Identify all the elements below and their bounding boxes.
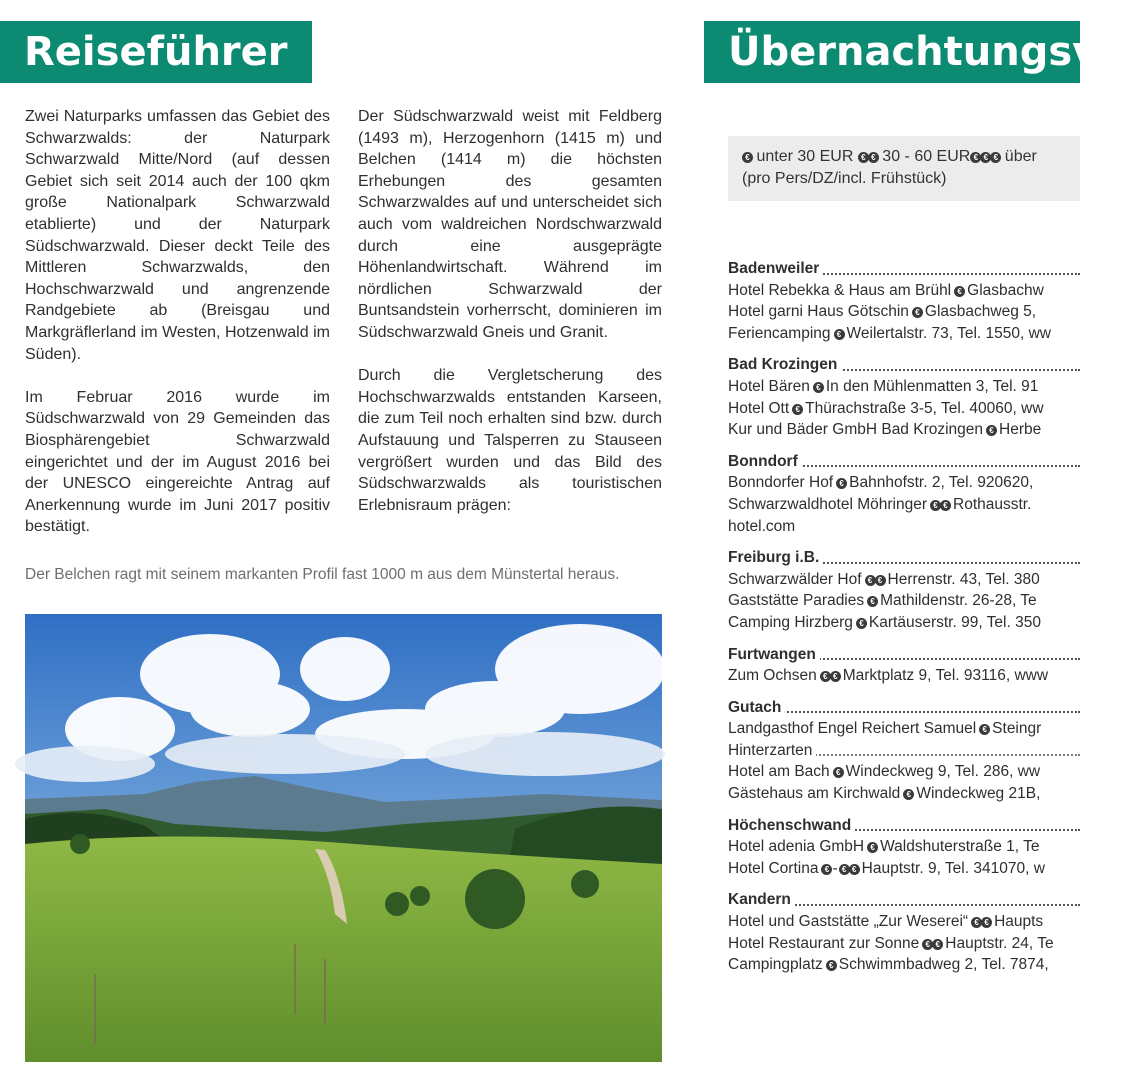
price-rating — [826, 954, 836, 976]
listing-details: Mathildenstr. 26-28, Te — [880, 592, 1037, 610]
town-block — [728, 697, 1080, 805]
listing-entry — [728, 569, 1080, 591]
listing-name: Bonndorfer Hof — [728, 474, 834, 492]
town-heading — [728, 889, 1080, 911]
town-name: Kandern — [728, 891, 795, 908]
euro-coin-icon: € — [839, 864, 850, 875]
listing-name: Hotel Restaurant zur Sonne — [728, 934, 920, 952]
price-rating — [813, 376, 823, 398]
listing-details: Rothausstr. — [953, 495, 1032, 513]
euro-coin-icon: € — [826, 960, 837, 971]
listing-entry — [728, 718, 1080, 740]
section-header-reisefuehrer: Reiseführer — [0, 21, 312, 83]
listing-entry — [728, 933, 1080, 955]
euro-coin-icon: € — [836, 478, 847, 489]
listing-name: Gaststätte Paradies — [728, 592, 865, 610]
town-name: Höchenschwand — [728, 817, 855, 834]
euro-coin-icon: € — [856, 618, 867, 629]
price-rating — [792, 398, 802, 420]
euro-coin-icon: € — [970, 152, 981, 163]
price-rating — [867, 590, 877, 612]
listing-name: Hotel Cortina — [728, 859, 819, 877]
price-rating — [971, 911, 991, 933]
section-header-uebernachtung: Übernachtungsve — [704, 21, 1080, 83]
listing-entry — [728, 376, 1080, 398]
town-heading — [728, 697, 1080, 719]
euro-coin-icon: € — [981, 917, 992, 928]
euro-coin-icon: € — [922, 939, 933, 950]
euro-coin-icon: € — [868, 152, 879, 163]
listing-details: Herrenstr. 43, Tel. 380 — [887, 570, 1040, 588]
landscape-photo — [25, 614, 662, 1062]
listing-name: Landgasthof Engel Reichert Samuel — [728, 720, 977, 738]
listing-name: Gästehaus am Kirchwald — [728, 785, 901, 803]
price-rating — [865, 569, 885, 591]
listing-entry — [728, 761, 1080, 783]
listing-entry — [728, 783, 1080, 805]
price-rating — [820, 665, 840, 687]
listing-entry — [728, 836, 1080, 858]
listing-name: Hotel garni Haus Götschin — [728, 303, 909, 321]
price-rating — [867, 836, 877, 858]
listing-entry — [728, 419, 1080, 441]
town-name: Badenweiler — [728, 260, 823, 277]
listing-entry — [728, 398, 1080, 420]
listing-name: Campingplatz — [728, 956, 823, 974]
euro-coin-icon: € — [867, 842, 878, 853]
listing-details: Herbe — [999, 421, 1042, 439]
listing-entry — [728, 911, 1080, 933]
price-rating — [834, 323, 844, 345]
price-rating — [986, 419, 996, 441]
price-rating — [856, 612, 866, 634]
town-name: Hinterzarten — [728, 742, 816, 759]
town-block — [728, 258, 1080, 344]
euro-coin-icon: € — [833, 767, 844, 778]
euro-coin-icon: € — [849, 864, 860, 875]
town-heading — [728, 644, 1080, 666]
euro-coin-icon: € — [830, 671, 841, 682]
legend-note: (pro Pers/DZ/incl. Frühstück) — [742, 170, 947, 187]
town-name: Bonndorf — [728, 453, 802, 470]
listing-details: Weilertalstr. 73, Tel. 1550, ww — [846, 324, 1051, 342]
euro-coin-icon: € — [990, 152, 1001, 163]
town-block — [728, 547, 1080, 633]
accommodation-listings — [728, 258, 1080, 986]
listing-details: Windeckweg 9, Tel. 286, ww — [845, 763, 1041, 781]
listing-name: Hotel Bären — [728, 377, 810, 395]
town-name: Furtwangen — [728, 646, 820, 663]
euro-coin-icon: € — [742, 152, 753, 163]
legend-tier-2: 30 - 60 EUR — [882, 148, 971, 165]
listing-entry — [728, 858, 1080, 880]
town-name: Gutach — [728, 699, 785, 716]
listing-name: Hotel Rebekka & Haus am Brühl — [728, 281, 952, 299]
photo-caption: Der Belchen ragt mit seinem markanten Profil fast 1000 m aus dem Münstertal heraus. — [25, 566, 620, 583]
town-block — [728, 815, 1080, 880]
euro-coin-icon: € — [940, 500, 951, 511]
listing-name: Schwarzwälder Hof — [728, 570, 862, 588]
listing-entry — [728, 954, 1080, 976]
price-rating — [836, 472, 846, 494]
legend-line-1 — [742, 146, 1080, 168]
euro-coin-icon: € — [980, 152, 991, 163]
euro-coin-icon: € — [858, 152, 869, 163]
euro-coin-icon: € — [903, 789, 914, 800]
euro-coin-icon: € — [986, 425, 997, 436]
listing-details: Glasbachw — [967, 281, 1044, 299]
town-heading — [728, 451, 1080, 473]
listing-entry — [728, 323, 1080, 345]
listing-details: Glasbachweg 5, — [924, 303, 1037, 321]
price-rating — [954, 280, 964, 302]
listing-details: In den Mühlenmatten 3, Tel. 91 — [825, 377, 1039, 395]
euro-coin-icon: € — [971, 917, 982, 928]
listing-details: Marktplatz 9, Tel. 93116, www — [842, 667, 1049, 685]
listing-entry — [728, 516, 1080, 538]
price-rating — [930, 494, 950, 516]
listing-details: Steingr — [992, 720, 1042, 738]
price-rating — [979, 718, 989, 740]
town-block — [728, 451, 1080, 537]
euro-coin-icon: € — [813, 382, 824, 393]
listing-name: Hotel adenia GmbH — [728, 838, 865, 856]
price-rating — [833, 761, 843, 783]
paragraph: Im Februar 2016 wurde im Südschwarzwald von 29 Gemeinden das Biosphärengebiet Schwarzwald eingerichtet und der im August 2016 bei der UNESCO eingereichte Antrag auf Anerkennung wurde im Juni 2017 positiv bestätigt. — [25, 388, 330, 536]
euro-coin-icon: € — [954, 286, 965, 297]
euro-coin-icon: € — [930, 500, 941, 511]
euro-coin-icon: € — [932, 939, 943, 950]
town-name: Freiburg i.B. — [728, 549, 823, 566]
listing-entry — [728, 301, 1080, 323]
euro-coin-icon: € — [867, 596, 878, 607]
listing-details: Hauptstr. 9, Tel. 341070, w — [861, 859, 1045, 877]
listing-entry — [728, 280, 1080, 302]
listing-entry — [728, 612, 1080, 634]
town-name: Bad Krozingen — [728, 356, 841, 373]
paragraph: Zwei Naturparks umfassen das Gebiet des Schwarzwalds: der Naturpark Schwarzwald Mitte/Nord (auf dessen Gebiet sich seit 2014 auch der 100 qkm große Nationalpark Schwarzwald etablierte) und der Naturpark Südschwarzwald. Dieser deckt Teile des Mittleren Schwarzwalds, den Hochschwarzwald und angrenzende Randgebiete ab (Breisgau und Markgräflerland im Westen, Hotzenwald im Süden). — [25, 108, 330, 363]
listing-entry — [728, 472, 1080, 494]
listing-name: Hotel und Gaststätte „Zur Weserei“ — [728, 913, 969, 931]
listing-name: Schwarzwaldhotel Möhringer — [728, 495, 928, 513]
listing-details: Haupts — [994, 913, 1044, 931]
listing-name: Camping Hirzberg — [728, 613, 853, 631]
listing-entry — [728, 665, 1080, 687]
article-column-left — [25, 106, 330, 559]
town-block — [728, 354, 1080, 440]
listing-name: Kur und Bäder GmbH Bad Krozingen — [728, 421, 984, 439]
listing-entry — [728, 494, 1080, 516]
listing-details: Waldshuterstraße 1, Te — [880, 838, 1040, 856]
listing-details: Kartäuserstr. 99, Tel. 350 — [868, 613, 1041, 631]
price-rating — [912, 301, 922, 323]
euro-coin-icon: € — [979, 724, 990, 735]
listing-name: Zum Ochsen — [728, 667, 817, 685]
legend-tier-3: über — [1004, 148, 1037, 165]
euro-coin-icon: € — [912, 307, 923, 318]
paragraph: Der Südschwarzwald weist mit Feldberg (1493 m), Herzogenhorn (1415 m) und Belchen (1414 m) die höchsten Erhebungen des gesamten Schwarzwaldes auf und unterscheidet sich auch vom waldreichen Nordschwarzwald durch eine ausgeprägte Höhenlandwirtschaft. Während im nördlichen Schwarzwald der Buntsandstein vorherrscht, dominieren im Südschwarzwald Gneis und Granit. — [358, 108, 662, 341]
euro-coin-icon: € — [821, 864, 832, 875]
listing-details: Hauptstr. 24, Te — [945, 934, 1054, 952]
euro-coin-icon: € — [792, 404, 803, 415]
listing-details: Bahnhofstr. 2, Tel. 920620, — [849, 474, 1034, 492]
euro-coin-icon: € — [875, 575, 886, 586]
euro-coin-icon: € — [865, 575, 876, 586]
price-legend — [728, 136, 1080, 201]
listing-name: Feriencamping — [728, 324, 831, 342]
listing-details: Windeckweg 21B, — [916, 785, 1041, 803]
article-column-middle — [358, 106, 662, 538]
town-heading — [728, 258, 1080, 280]
listing-name: Hotel am Bach — [728, 763, 830, 781]
paragraph: Durch die Vergletscherung des Hochschwarzwalds entstanden Karseen, die zum Teil noch erhalten sind bzw. durch Aufstauung und Talsperren zu Stauseen vergrößert wurden und das Bild des Südschwarzwalds als touristischen Erlebnisraum prägen: — [358, 367, 662, 514]
euro-coin-icon: € — [820, 671, 831, 682]
town-heading — [728, 815, 1080, 837]
rating-dash: - — [832, 859, 838, 877]
town-block — [728, 644, 1080, 687]
listing-entry — [728, 590, 1080, 612]
price-rating — [903, 783, 913, 805]
price-rating — [922, 933, 942, 955]
listing-name: hotel.com — [728, 517, 796, 535]
legend-tier-1: unter 30 EUR — [756, 148, 854, 165]
price-rating — [821, 858, 858, 880]
town-block — [728, 889, 1080, 975]
euro-coin-icon: € — [834, 329, 845, 340]
listing-name: Hotel Ott — [728, 399, 790, 417]
town-subheading — [728, 740, 1080, 762]
town-heading — [728, 354, 1080, 376]
town-heading — [728, 547, 1080, 569]
photo-illustration — [25, 614, 662, 1062]
listing-details: Schwimmbadweg 2, Tel. 7874, — [838, 956, 1049, 974]
listing-details: Thürachstraße 3-5, Tel. 40060, ww — [805, 399, 1044, 417]
